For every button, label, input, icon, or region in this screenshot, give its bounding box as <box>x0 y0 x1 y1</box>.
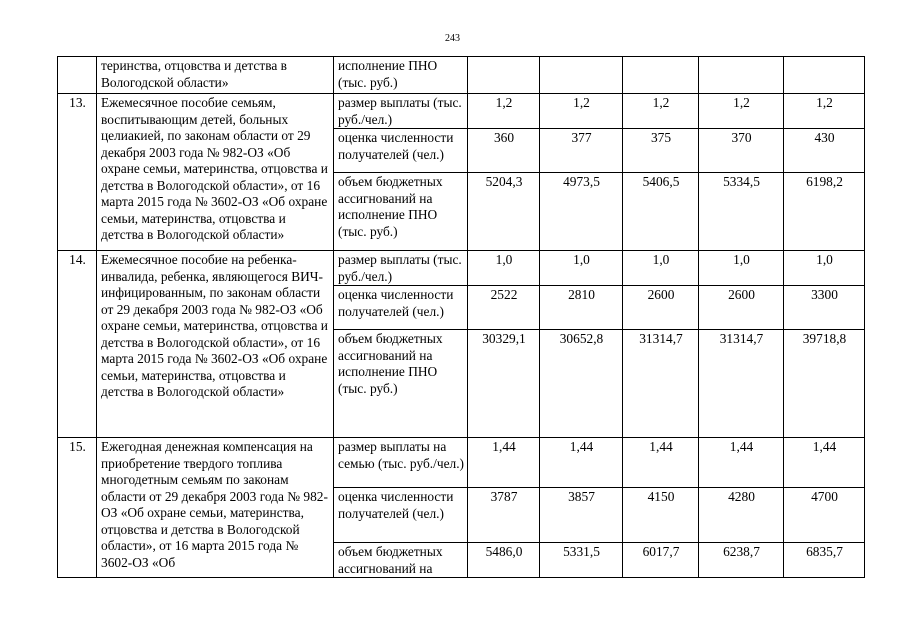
value-cell <box>623 57 699 94</box>
value-cell: 1,44 <box>540 438 623 488</box>
value-cell: 1,0 <box>699 251 784 286</box>
value-cell: 1,2 <box>468 94 540 129</box>
value-cell: 2600 <box>623 286 699 330</box>
value-cell: 6017,7 <box>623 543 699 578</box>
value-cell: 2600 <box>699 286 784 330</box>
value-cell: 2522 <box>468 286 540 330</box>
value-cell: 5486,0 <box>468 543 540 578</box>
value-cell: 31314,7 <box>699 330 784 438</box>
value-cell: 1,44 <box>468 438 540 488</box>
benefit-description: Ежемесячное пособие на ребенка-инвалида, ребенка, являющегося ВИЧ-инфицированным, по законам области от 29 декабря 2003 года № 982-ОЗ «Об охране семьи, материнства, отцовства и детства в Вологодской области», от 16 марта 2015 года № 3602-ОЗ «Об охране семьи, материнства, отцовства и детства в Вологодской области» <box>97 251 334 438</box>
benefit-description: Ежемесячное пособие семьям, воспитывающим детей, больных целиакией, по законам области от 29 декабря 2003 года № 982-ОЗ «Об охране семьи, материнства, отцовства и детства в Вологодской области», от 16 марта 2015 года № 3602-ОЗ «Об охране семьи, материнства, отцовства и детства в Вологодской области» <box>97 94 334 251</box>
value-cell: 3787 <box>468 488 540 543</box>
value-cell <box>540 57 623 94</box>
value-cell <box>468 57 540 94</box>
value-cell: 1,2 <box>540 94 623 129</box>
value-cell <box>699 57 784 94</box>
value-cell: 4700 <box>784 488 865 543</box>
value-cell: 30652,8 <box>540 330 623 438</box>
value-cell: 6238,7 <box>699 543 784 578</box>
value-cell: 5204,3 <box>468 173 540 251</box>
value-cell: 5331,5 <box>540 543 623 578</box>
value-cell: 3300 <box>784 286 865 330</box>
value-cell: 1,44 <box>784 438 865 488</box>
row-number: 14. <box>58 251 97 438</box>
value-cell <box>784 57 865 94</box>
value-cell: 1,0 <box>623 251 699 286</box>
value-cell: 377 <box>540 129 623 173</box>
indicator-label: оценка численности получателей (чел.) <box>334 129 468 173</box>
value-cell: 375 <box>623 129 699 173</box>
table-row <box>58 57 865 94</box>
value-cell: 3857 <box>540 488 623 543</box>
value-cell: 430 <box>784 129 865 173</box>
value-cell: 5406,5 <box>623 173 699 251</box>
benefit-description: Ежегодная денежная компенсация на приобретение твердого топлива многодетным семьям по законам области от 29 декабря 2003 года № 982-ОЗ «Об охране семьи, материнства, отцовства и детства в Вологодской области», от 16 марта 2015 года № 3602-ОЗ «Об <box>97 438 334 578</box>
value-cell: 5334,5 <box>699 173 784 251</box>
indicator-label: объем бюджетных ассигнований на исполнение ПНО (тыс. руб.) <box>334 330 468 438</box>
indicator-label: размер выплаты (тыс. руб./чел.) <box>334 94 468 129</box>
row-number <box>58 57 97 94</box>
value-cell: 1,44 <box>623 438 699 488</box>
value-cell: 31314,7 <box>623 330 699 438</box>
value-cell: 1,44 <box>699 438 784 488</box>
value-cell: 4150 <box>623 488 699 543</box>
value-cell: 1,2 <box>784 94 865 129</box>
indicator-label: размер выплаты на семью (тыс. руб./чел.) <box>334 438 468 488</box>
value-cell: 30329,1 <box>468 330 540 438</box>
table-row <box>58 438 865 488</box>
value-cell: 1,2 <box>623 94 699 129</box>
value-cell: 1,0 <box>468 251 540 286</box>
value-cell: 6198,2 <box>784 173 865 251</box>
value-cell: 360 <box>468 129 540 173</box>
value-cell: 1,0 <box>540 251 623 286</box>
table-row <box>58 94 865 129</box>
row-number: 15. <box>58 438 97 578</box>
value-cell: 39718,8 <box>784 330 865 438</box>
value-cell: 1,0 <box>784 251 865 286</box>
value-cell: 4280 <box>699 488 784 543</box>
indicator-label: оценка численности получателей (чел.) <box>334 286 468 330</box>
value-cell: 1,2 <box>699 94 784 129</box>
indicator-label: объем бюджетных ассигнований на исполнение ПНО (тыс. руб.) <box>334 173 468 251</box>
value-cell: 370 <box>699 129 784 173</box>
indicator-label: исполнение ПНО (тыс. руб.) <box>334 57 468 94</box>
indicator-label: оценка численности получателей (чел.) <box>334 488 468 543</box>
benefit-description: теринства, отцовства и детства в Вологодской области» <box>97 57 334 94</box>
indicator-label: размер выплаты (тыс. руб./чел.) <box>334 251 468 286</box>
page-number: 243 <box>445 33 460 44</box>
value-cell: 4973,5 <box>540 173 623 251</box>
data-table <box>57 56 865 578</box>
row-number: 13. <box>58 94 97 251</box>
indicator-label: объем бюджетных ассигнований на <box>334 543 468 578</box>
value-cell: 2810 <box>540 286 623 330</box>
value-cell: 6835,7 <box>784 543 865 578</box>
table-row <box>58 251 865 286</box>
